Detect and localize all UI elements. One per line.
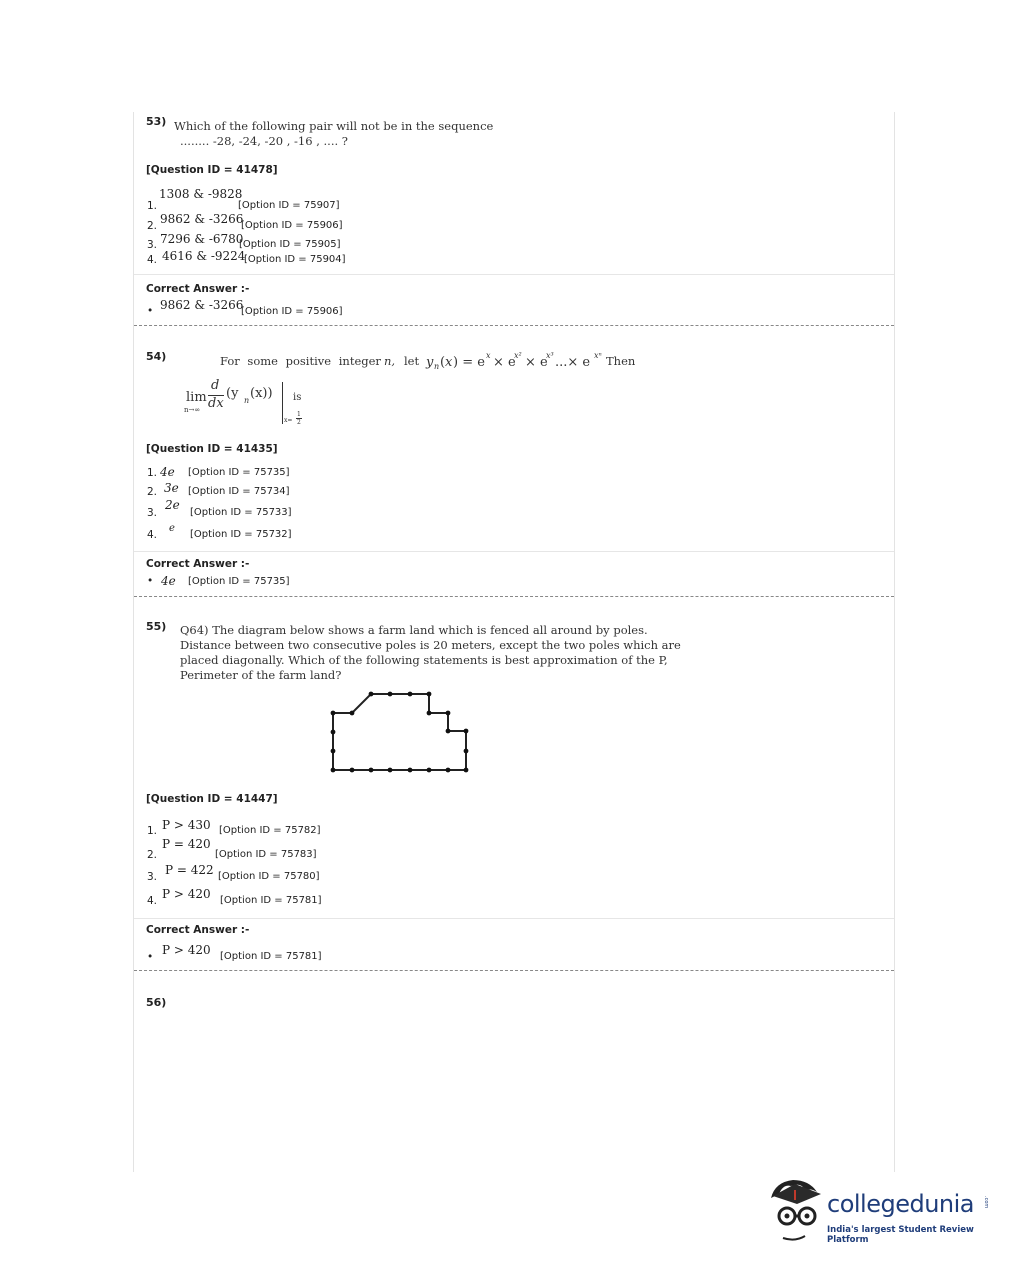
svg-text:y: y [426,355,434,370]
svg-text:× e: × e [493,355,516,370]
option-value: P = 420 [162,837,211,851]
question-number: 56) [146,996,167,1009]
question-text: Distance between two consecutive poles is 20 meters, except the two poles which are [180,638,681,652]
option-value: 1308 & -9828 [159,187,243,201]
option-id: [Option ID = 75780] [218,871,320,882]
mascot-icon [765,1176,827,1246]
option-number: 1. [147,467,158,479]
half-denominator: 2 [297,419,301,426]
limit-subscript: n→∞ [184,406,201,414]
option-value: P > 420 [162,887,211,901]
option-number: 4. [147,529,158,541]
option-id: [Option ID = 75905] [239,239,341,250]
option-number: 2. [147,849,158,861]
option-value: e [169,523,175,534]
option-id: [Option ID = 75782] [219,825,321,836]
option-id: [Option ID = 75906] [241,220,343,231]
option-number: 3. [147,871,158,883]
svg-text:x²: x² [514,351,522,360]
brand-com: .com [983,1196,989,1209]
option-number: 2. [147,486,158,498]
question-text: let [404,354,420,368]
option-value: 2e [165,498,180,512]
brand-name: collegedunia [827,1190,975,1218]
correct-answer-value: 4e [161,574,176,588]
question-text: Which of the following pair will not be in the sequence [174,119,494,133]
option-value: 4616 & -9224 [162,249,246,263]
bullet: • [147,575,154,587]
svg-text:...× e: ...× e [555,355,591,370]
correct-answer-label: Correct Answer :- [146,924,250,936]
svg-text:× e: × e [525,355,548,370]
question-number: 55) [146,620,167,633]
svg-text:) = e: ) = e [453,355,485,370]
option-number: 1. [147,200,158,212]
correct-option-id: [Option ID = 75735] [188,576,290,587]
question-text: Q64) The diagram below shows a farm land which is fenced all around by poles. [180,623,648,637]
option-id: [Option ID = 75907] [238,200,340,211]
collegedunia-logo[interactable] [765,1176,995,1246]
fence-poles [331,692,469,773]
question-text: Then [606,354,636,368]
function-y-tail: (x)) [250,386,273,401]
option-number: 3. [147,507,158,519]
option-id: [Option ID = 75732] [190,529,292,540]
bullet: • [147,305,154,317]
svg-text:x: x [445,355,453,370]
correct-answer-value: P > 420 [162,943,211,957]
correct-option-id: [Option ID = 75906] [241,306,343,317]
derivative-dx: dx [208,396,224,411]
option-value: P = 422 [165,863,214,877]
question-id: [Question ID = 41478] [146,164,278,176]
correct-answer-label: Correct Answer :- [146,283,250,295]
option-id: [Option ID = 75783] [215,849,317,860]
question-text: For some positive integer [220,354,381,368]
correct-option-id: [Option ID = 75781] [220,951,322,962]
variable-n: n, [384,354,396,368]
bullet: • [147,951,154,963]
option-id: [Option ID = 75735] [188,467,290,478]
option-value: P > 430 [162,818,211,832]
option-value: 7296 & -6780 [160,232,244,246]
option-number: 3. [147,239,158,251]
correct-answer-value: 9862 & -3266 [160,298,244,312]
correct-answer-label: Correct Answer :- [146,558,250,570]
option-number: 1. [147,825,158,837]
option-value: 3e [164,481,179,495]
option-id: [Option ID = 75904] [244,254,346,265]
question-number: 53) [146,115,167,128]
evaluation-point: x= [284,417,293,424]
question-text: ........ -28, -24, -20 , -16 , .... ? [180,134,348,148]
option-number: 2. [147,220,158,232]
option-number: 4. [147,254,158,266]
question-number: 54) [146,350,167,363]
svg-text:x³: x³ [546,351,554,360]
svg-text:x: x [486,351,491,360]
option-number: 4. [147,895,158,907]
question-page [133,112,895,1172]
question-text: is [293,392,302,403]
half-numerator: 1 [297,411,301,418]
function-y-subscript: n [244,396,250,405]
question-text: placed diagonally. Which of the following statements is best approximation of the P, [180,653,668,667]
derivative-d: d [211,378,220,393]
function-y: (y [226,386,239,401]
svg-text:n: n [434,362,440,371]
option-value: 4e [160,465,175,479]
question-id: [Question ID = 41435] [146,443,278,455]
question-text: Perimeter of the farm land? [180,668,342,682]
farm-land-diagram [324,684,474,774]
svg-text:(: ( [440,355,446,370]
brand-tagline: India's largest Student Review Platform [827,1225,974,1245]
option-id: [Option ID = 75781] [220,895,322,906]
formula-yn [424,344,609,372]
question-id: [Question ID = 41447] [146,793,278,805]
limit: lim [186,390,207,405]
option-value: 9862 & -3266 [160,212,244,226]
option-id: [Option ID = 75734] [188,486,290,497]
option-id: [Option ID = 75733] [190,507,292,518]
svg-text:xⁿ: xⁿ [594,351,602,360]
